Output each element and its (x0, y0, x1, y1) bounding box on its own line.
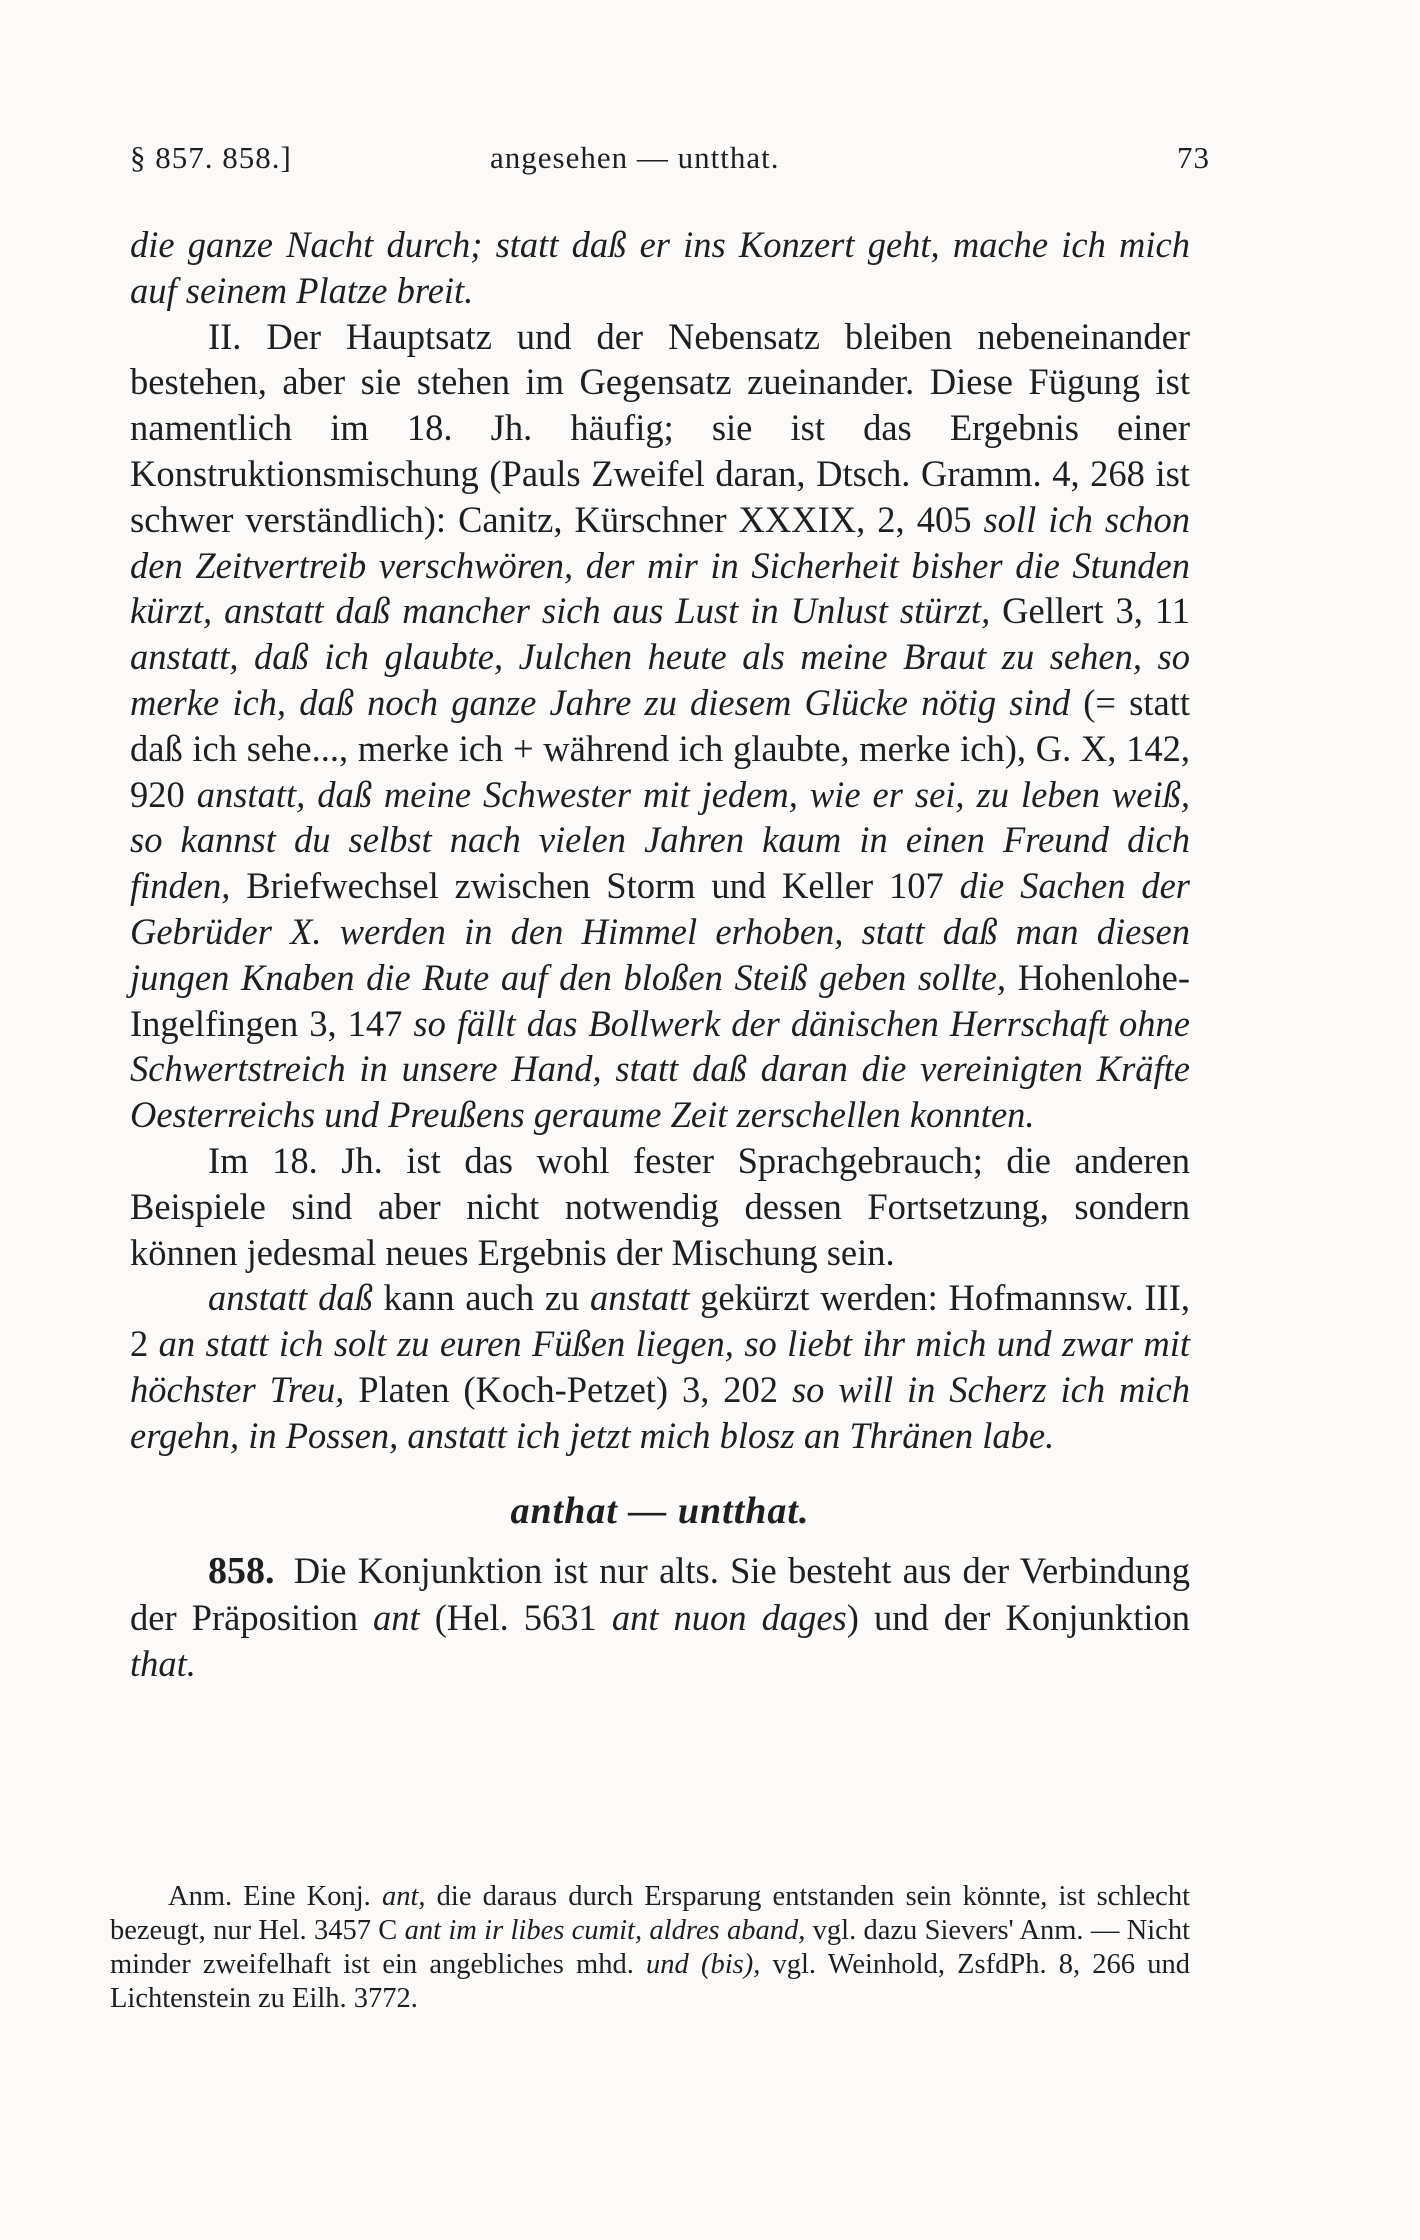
text-run: Im 18. Jh. ist das wohl fester Sprachgebrauch; die anderen Beispiele sind aber nicht notwendig dessen Fortsetzung, sondern können jedesmal neues Ergebnis der Mischung sein. (130, 1139, 1190, 1273)
italic-text-run: anstatt, daß meine Schwester mit jedem, wie er sei, zu leben weiß, so kannst du selbst nach vielen Jahren kaum in einen Freund dich finden, (130, 773, 1190, 907)
text-run: Anm. Eine Konj. (168, 1881, 382, 1912)
text-run: kann auch zu (372, 1277, 590, 1319)
italic-text-run: ant, (381, 1881, 426, 1912)
page-number: 73 (1177, 140, 1210, 175)
italic-text-run: anstatt (590, 1277, 690, 1319)
italic-text-run: that. (130, 1642, 196, 1684)
annotation (110, 1880, 1190, 2016)
italic-text-run: so will in Scherz ich mich ergehn, in Possen, anstatt ich jetzt mich blosz an Thränen labe. (130, 1368, 1190, 1456)
text-run: Platen (Koch-Petzet) 3, 202 (344, 1368, 792, 1410)
text-run: II. Der Hauptsatz und der Nebensatz bleiben nebeneinander bestehen, aber sie stehen im Gegensatz zueinander. Diese Fügung ist namentlich im 18. Jh. häufig; sie ist das Ergebnis einer Konstruktionsmischung (Pauls Zweifel daran, Dtsch. Gramm. 4, 268 ist schwer verständlich): Canitz, Kürschner XXXIX, 2, 405 (130, 315, 1190, 540)
italic-text-run: anstatt, daß ich glaubte, Julchen heute als meine Braut zu sehen, so merke ich, daß noch ganze Jahre zu diesem Glücke nötig sind (130, 636, 1190, 723)
italic-text-run: so fällt das Bollwerk der dänischen Herrschaft ohne Schwertstreich in unsere Hand, statt daß daran die vereinigten Kräfte Oesterreichs und Preußens geraume Zeit zerschellen konnten. (130, 1002, 1190, 1136)
paragraph (130, 314, 1190, 1138)
text-run: (Hel. 5631 (419, 1597, 612, 1639)
italic-text-run: anstatt daß (208, 1277, 373, 1319)
italic-text-run: soll ich schon den Zeitvertreib verschwören, der mir in Sicherheit bisher die Stunden kürzt, anstatt daß mancher sich aus Lust in Unlust stürzt, (130, 498, 1190, 632)
italic-text-run: ant nuon dages (611, 1597, 847, 1639)
text-run: vgl. dazu Sievers' Anm. — Nicht minder zweifelhaft ist ein angebliches mhd. (110, 1915, 1191, 1980)
italic-text-run: die Sachen der Gebrüder X. werden in den Himmel erhoben, statt daß man diesen jungen Knaben die Rute auf den bloßen Steiß geben sollte, (130, 865, 1190, 998)
paragraph (130, 222, 1190, 314)
paragraphs (130, 222, 1190, 1459)
text-run: Gellert 3, 11 (990, 590, 1191, 632)
italic-text-run: und (bis), (646, 1949, 761, 1980)
text-run: gekürzt werden: Hofmannsw. III, 2 (130, 1277, 1190, 1365)
paragraph (130, 1138, 1190, 1275)
text-run: die daraus durch Ersparung entstanden sein könnte, ist schlecht bezeugt, nur Hel. 3457 C (110, 1881, 1190, 1946)
paragraph (130, 1275, 1190, 1458)
italic-text-run: an statt ich solt zu euren Füßen liegen, so liebt ihr mich und zwar mit höchster Treu, (130, 1323, 1191, 1410)
section-number: 858. (208, 1550, 275, 1593)
text-run: Die Konjunktion ist nur alts. Sie besteht aus der Verbindung der Präposition (130, 1550, 1191, 1639)
text-run: ) und der Konjunktion (846, 1597, 1190, 1639)
section-heading: anthat — untthat. (510, 1489, 810, 1532)
annotation-text (110, 1880, 1190, 2016)
italic-text-run: die ganze Nacht durch; statt daß er ins Konzert geht, mache ich mich auf seinem Platze breit. (130, 224, 1190, 311)
italic-text-run: ant (373, 1597, 420, 1639)
header-title: angesehen — untthat. (490, 140, 780, 175)
italic-text-run: ant im ir libes cumit, aldres aband, (404, 1915, 806, 1946)
header-section: § 857. 858.] (130, 140, 292, 175)
text-run: (= statt daß ich sehe..., merke ich + während ich glaubte, merke ich), G. X, 142, 920 (130, 681, 1190, 815)
section-858-paragraph (130, 1548, 1190, 1686)
text-run: Hohenlohe-Ingelfingen 3, 147 (130, 956, 1190, 1044)
text-run: Briefwechsel zwischen Storm und Keller 107 (230, 865, 960, 907)
main-text (130, 222, 1190, 1687)
text-run: vgl. Weinhold, ZsfdPh. 8, 266 und Lichtenstein zu Eilh. 3772. (110, 1949, 1190, 2014)
